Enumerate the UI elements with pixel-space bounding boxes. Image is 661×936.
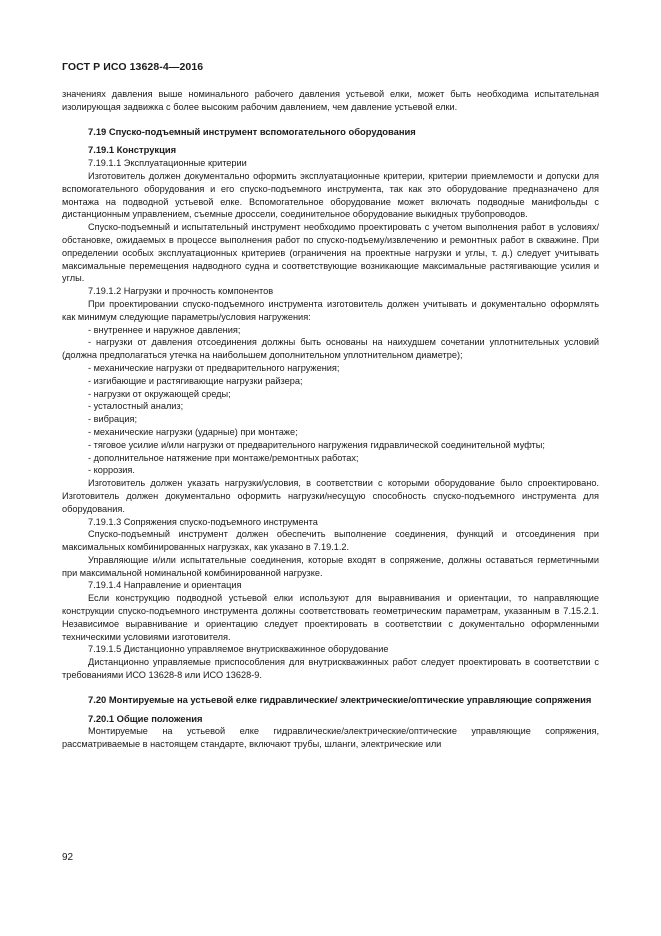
paragraph-intro: значениях давления выше номинального рабочего давления устьевой елки, может быть необходима испытательная изолирующая задвижка с более высоким рабочим давлением, чем давление устьевой елки. — [62, 89, 599, 112]
clause-heading-7-19-1-4: 7.19.1.4 Направление и ориентация — [88, 580, 242, 591]
clause-heading-7-19-1-1: 7.19.1.1 Эксплуатационные критерии — [88, 158, 247, 169]
list-item: - механические нагрузки от предварительного нагружения; — [88, 362, 340, 373]
paragraph: Спуско-подъемный инструмент должен обеспечить выполнение соединения, функций и отсоединения при максимальных комбинированных нагрузках, как указано в 7.19.1.2. — [62, 529, 599, 553]
section-heading-7-20: 7.20 Монтируемые на устьевой елке гидравлические/ электрические/оптические управляющие сопряжения — [88, 693, 592, 705]
paragraph: Изготовитель должен указать нагрузки/условия, в соответствии с которыми оборудование было спроектировано. Изготовитель должен документально оформить нагрузки/несущую способность спуско-подъемного инструмента для оборудования. — [62, 478, 599, 514]
paragraph: Дистанционно управляемые приспособления для внутрискважинных работ следует проектировать в соответствии с требованиями ИСО 13628-8 или ИСО 13628-9. — [62, 657, 599, 681]
paragraph: Монтируемые на устьевой елке гидравлические/электрические/оптические управляющие сопряжения, рассматриваемые в настоящем стандарте, включают трубы, шланги, электрические или — [62, 726, 599, 750]
subsection-heading-7-20-1: 7.20.1 Общие положения — [88, 712, 203, 724]
list-item: - механические нагрузки (ударные) при монтаже; — [88, 426, 298, 437]
paragraph: Изготовитель должен документально оформить эксплуатационные критерии, критерии приемлемости и допуски для вспомогательного оборудования и его спуско-подъемного инструмента, так как это оборудование предназначено для монтажа на подводной устьевой елке. Вспомогательное оборудование может включать подводные манифольды с дистанционным управлением, съемные дроссели, соединительное оборудование выкидных трубопроводов. — [62, 170, 599, 220]
list-item: - изгибающие и растягивающие нагрузки райзера; — [88, 375, 303, 386]
list-item: - внутреннее и наружное давления; — [88, 324, 241, 335]
list-item: - коррозия. — [88, 465, 135, 476]
list-item: - нагрузки от окружающей среды; — [88, 388, 231, 399]
page-number: 92 — [62, 852, 74, 863]
list-item: - нагрузки от давления отсоединения должны быть основаны на наихудшем сочетании уплотнительных условий (должна предполагаться утечка на наибольшем дополнительном уплотнительном диаметре); — [62, 337, 599, 361]
paragraph: Спуско-подъемный и испытательный инструмент необходимо проектировать с учетом выполнения работ в условиях/обстановке, ожидаемых в процессе выполнения работ по спуско-подъему/извлечению и ремонтных работ в скважине. При определении особых эксплуатационных критериев (ограничения на проектные нагрузки и углы, т. д.) следует учитывать максимальные перемещения надводного судна и соответствующие возникающие максимальные растягивающие усилия и углы. — [62, 222, 599, 284]
paragraph: Управляющие и/или испытательные соединения, которые входят в сопряжение, должны оставаться герметичными при максимальной номинальной комбинированной нагрузке. — [62, 554, 599, 578]
document-header: ГОСТ Р ИСО 13628-4—2016 — [62, 61, 204, 73]
subsection-heading-7-19-1: 7.19.1 Конструкция — [88, 144, 177, 156]
clause-heading-7-19-1-3: 7.19.1.3 Сопряжения спуско-подъемного инструмента — [88, 516, 318, 527]
list-item: - усталостный анализ; — [88, 401, 184, 412]
paragraph: При проектировании спуско-подъемного инструмента изготовитель должен учитывать и документально оформлять как минимум следующие параметры/условия нагружения: — [62, 298, 599, 322]
paragraph: Если конструкцию подводной устьевой елки используют для выравнивания и ориентации, то направляющие конструкции спуско-подъемного инструмента должны соответствовать геометрическим параметрам, указанным в 7.15.2.1. Независимое выравнивание и ориентацию следует проектировать в соответствии с документально оформленными техническими условиями изготовителя. — [62, 593, 599, 642]
list-item: - дополнительное натяжение при монтаже/ремонтных работах; — [88, 452, 359, 463]
clause-heading-7-19-1-2: 7.19.1.2 Нагрузки и прочность компонентов — [88, 286, 274, 297]
document-body — [62, 88, 599, 751]
clause-heading-7-19-1-5: 7.19.1.5 Дистанционно управляемое внутрискважинное оборудование — [88, 644, 389, 655]
list-item: - вибрация; — [88, 414, 138, 425]
list-item: - тяговое усилие и/или нагрузки от предварительного нагружения гидравлической соединительной муфты; — [88, 439, 545, 450]
section-heading-7-19: 7.19 Спуско-подъемный инструмент вспомогательного оборудования — [88, 125, 416, 137]
